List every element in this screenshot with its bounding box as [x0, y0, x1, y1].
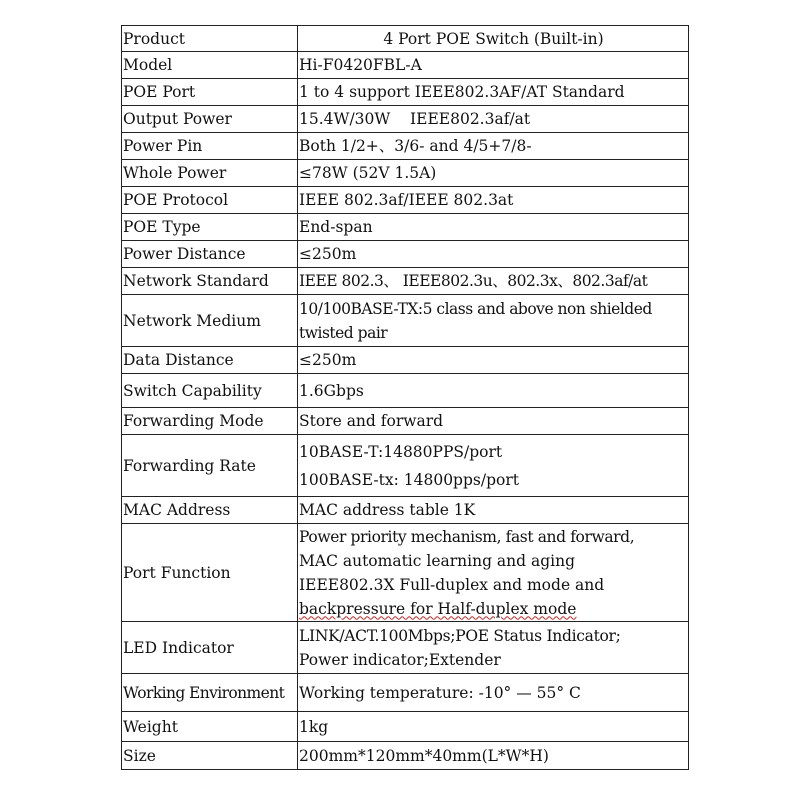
- value-line: 10BASE-T:14880PPS/port: [299, 442, 503, 461]
- table-row: [122, 160, 689, 187]
- table-row: [122, 268, 689, 295]
- table-row: [122, 133, 689, 160]
- table-row: [122, 106, 689, 133]
- row-label: LED Indicator: [122, 622, 298, 674]
- table-row: [122, 742, 689, 770]
- value-line: LINK/ACT.100Mbps;POE Status Indicator;: [299, 626, 621, 645]
- row-value: Working temperature: -10° — 55° C: [298, 674, 689, 712]
- row-label: Network Medium: [122, 295, 298, 347]
- value-line: 100BASE-tx: 14800pps/port: [299, 470, 519, 489]
- table-row: [122, 524, 689, 622]
- row-value: 15.4W/30W IEEE802.3af/at: [298, 106, 689, 133]
- table-row: [122, 347, 689, 374]
- row-value: Hi-F0420FBL-A: [298, 52, 689, 79]
- table-row: [122, 674, 689, 712]
- row-label: Power Pin: [122, 133, 298, 160]
- row-value: MAC address table 1K: [298, 497, 689, 524]
- row-label: Model: [122, 52, 298, 79]
- table-row: [122, 52, 689, 79]
- spec-table: [121, 25, 689, 770]
- value-line: 10/100BASE-TX:5 class and above non shielded: [299, 299, 652, 318]
- row-label: Working Environment: [122, 674, 298, 712]
- row-value: Store and forward: [298, 408, 689, 435]
- row-label: Size: [122, 742, 298, 770]
- row-value: 1 to 4 support IEEE802.3AF/AT Standard: [298, 79, 689, 106]
- row-value: [298, 622, 689, 674]
- row-value: 4 Port POE Switch (Built-in): [298, 26, 689, 52]
- table-row: [122, 241, 689, 268]
- row-label: Product: [122, 26, 298, 52]
- table-row: [122, 26, 689, 52]
- row-value: ≤250m: [298, 241, 689, 268]
- table-row: [122, 622, 689, 674]
- value-line: Power indicator;Extender: [299, 650, 501, 669]
- table-row: [122, 408, 689, 435]
- value-line: IEEE802.3X Full-duplex and mode and: [299, 575, 605, 594]
- value-line: MAC automatic learning and aging: [299, 551, 576, 570]
- value-line: backpressure for Half-duplex mode: [299, 599, 577, 618]
- row-label: Output Power: [122, 106, 298, 133]
- row-value: Both 1/2+、3/6- and 4/5+7/8-: [298, 133, 689, 160]
- table-row: [122, 187, 689, 214]
- row-label: Forwarding Rate: [122, 435, 298, 497]
- row-value: ≤78W (52V 1.5A): [298, 160, 689, 187]
- row-value: 1.6Gbps: [298, 374, 689, 408]
- row-label: Network Standard: [122, 268, 298, 295]
- value-line: twisted pair: [299, 323, 388, 342]
- table-row: [122, 79, 689, 106]
- row-value: End-span: [298, 214, 689, 241]
- row-value: [298, 295, 689, 347]
- row-value: IEEE 802.3af/IEEE 802.3at: [298, 187, 689, 214]
- table-row: [122, 295, 689, 347]
- row-label: Data Distance: [122, 347, 298, 374]
- table-row: [122, 374, 689, 408]
- row-value: 200mm*120mm*40mm(L*W*H): [298, 742, 689, 770]
- row-label: Power Distance: [122, 241, 298, 268]
- row-label: Port Function: [122, 524, 298, 622]
- row-label: POE Protocol: [122, 187, 298, 214]
- row-value: [298, 435, 689, 497]
- row-label: POE Type: [122, 214, 298, 241]
- table-row: [122, 435, 689, 497]
- row-value: 1kg: [298, 712, 689, 742]
- table-row: [122, 497, 689, 524]
- row-label: Switch Capability: [122, 374, 298, 408]
- row-label: Forwarding Mode: [122, 408, 298, 435]
- row-label: Weight: [122, 712, 298, 742]
- value-line: Power priority mechanism, fast and forward,: [299, 527, 635, 546]
- row-value: [298, 524, 689, 622]
- table-row: [122, 712, 689, 742]
- row-value: IEEE 802.3、 IEEE802.3u、802.3x、802.3af/at: [298, 268, 689, 295]
- row-value: ≤250m: [298, 347, 689, 374]
- row-label: MAC Address: [122, 497, 298, 524]
- row-label: Whole Power: [122, 160, 298, 187]
- row-label: POE Port: [122, 79, 298, 106]
- table-row: [122, 214, 689, 241]
